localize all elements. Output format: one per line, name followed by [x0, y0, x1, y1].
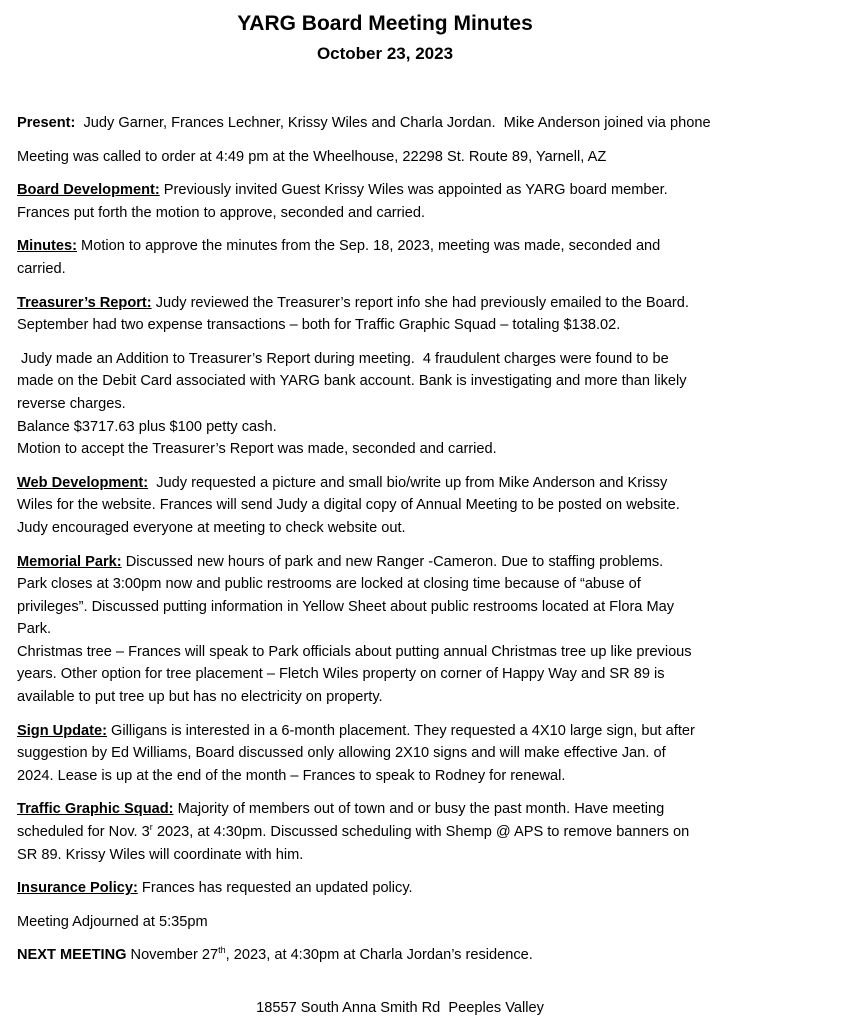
present-label: Present:	[17, 115, 76, 131]
memorial-park-paragraph	[17, 551, 847, 709]
treasurer-heading: Treasurer’s Report:	[17, 294, 152, 311]
memorial-park-line1: Discussed new hours of park and new Ranger -Cameron. Due to staffing problems.	[121, 553, 664, 570]
traffic-graphic-line3: SR 89. Krissy Wiles will coordinate with him.	[17, 846, 304, 863]
next-meeting-paragraph	[17, 944, 847, 967]
minutes-heading: Minutes:	[17, 238, 77, 255]
next-meeting-label: NEXT MEETING	[17, 947, 127, 964]
present-text: Judy Garner, Frances Lechner, Krissy Wiles and Charla Jordan. Mike Anderson joined via phone	[75, 115, 711, 131]
adjourned-paragraph: Meeting Adjourned at 5:35pm	[17, 913, 208, 930]
memorial-park-line7: available to put tree up but has no electricity on property.	[17, 689, 383, 706]
board-development-line2: Frances put forth the motion to approve, seconded and carried.	[17, 204, 426, 221]
treasurer-addition-line1: Judy made an Addition to Treasurer’s Report during meeting. 4 fraudulent charges were found to be	[17, 350, 669, 367]
memorial-park-line5: Christmas tree – Frances will speak to Park officials about putting annual Christmas tree up like previous	[17, 643, 692, 660]
sign-update-line1: Gilligans is interested in a 6-month placement. They requested a 4X10 large sign, but after	[107, 722, 695, 739]
memorial-park-line4: Park.	[17, 621, 52, 638]
web-development-paragraph	[17, 472, 847, 540]
minutes-paragraph	[17, 235, 847, 280]
minutes-line1: Motion to approve the minutes from the Sep. 18, 2023, meeting was made, seconded and	[77, 238, 661, 255]
web-development-line3: Judy encouraged everyone at meeting to check website out.	[17, 519, 406, 536]
meeting-date: October 23, 2023	[316, 44, 454, 63]
treasurer-motion: Motion to accept the Treasurer’s Report was made, seconded and carried.	[17, 441, 497, 458]
board-development-line1: Previously invited Guest Krissy Wiles was appointed as YARG board member.	[159, 182, 668, 199]
sign-update-line2: suggestion by Ed Williams, Board discussed only allowing 2X10 signs and will make effective Jan. of	[17, 745, 666, 762]
board-development-heading: Board Development:	[17, 182, 160, 199]
traffic-graphic-line2b: 2023, at 4:30pm. Discussed scheduling with Shemp @ APS to remove banners on	[152, 824, 690, 841]
traffic-graphic-sup: r	[149, 822, 153, 833]
traffic-graphic-heading: Traffic Graphic Squad:	[17, 801, 174, 818]
memorial-park-line6: years. Other option for tree placement – Fletch Wiles property on corner of Happy Way and SR 89 is	[17, 666, 665, 683]
treasurer-addition-line2: made on the Debit Card associated with YARG bank account. Bank is investigating and more than likely	[17, 373, 687, 390]
present-paragraph	[17, 112, 847, 135]
next-meeting-text-a: November 27	[126, 947, 219, 964]
next-meeting-text-b: , 2023, at 4:30pm at Charla Jordan’s residence.	[225, 947, 533, 964]
insurance-text: Frances has requested an updated policy.	[137, 880, 413, 897]
treasurer-line1: Judy reviewed the Treasurer’s report info she had previously emailed to the Board.	[151, 294, 689, 311]
insurance-paragraph	[17, 877, 847, 900]
insurance-heading: Insurance Policy:	[17, 880, 138, 897]
web-development-line1: Judy requested a picture and small bio/write up from Mike Anderson and Krissy	[148, 474, 668, 491]
sign-update-line3: 2024. Lease is up at the end of the month – Frances to speak to Rodney for renewal.	[17, 767, 566, 784]
traffic-graphic-paragraph	[17, 798, 847, 866]
sign-update-heading: Sign Update:	[17, 722, 107, 739]
treasurer-paragraph	[17, 292, 847, 337]
memorial-park-line3: privileges”. Discussed putting information in Yellow Sheet about public restrooms located at Flora May	[17, 598, 675, 615]
traffic-graphic-line2a: scheduled for Nov. 3	[17, 824, 150, 841]
web-development-line2: Wiles for the website. Frances will send Judy a digital copy of Annual Meeting to be posted on website.	[17, 497, 680, 514]
minutes-line2: carried.	[17, 260, 66, 277]
next-meeting-sup: th	[218, 945, 226, 956]
board-development-paragraph	[17, 179, 847, 224]
document-title: YARG Board Meeting Minutes	[237, 12, 533, 35]
treasurer-addition-line3: reverse charges.	[17, 395, 126, 412]
sign-update-paragraph	[17, 720, 847, 788]
meeting-address: 18557 South Anna Smith Rd Peeples Valley	[256, 1000, 544, 1016]
treasurer-addition-paragraph	[17, 348, 847, 461]
minutes-body	[17, 112, 847, 967]
treasurer-balance: Balance $3717.63 plus $100 petty cash.	[17, 418, 277, 435]
memorial-park-line2: Park closes at 3:00pm now and public restrooms are locked at closing time because of “abuse of	[17, 576, 641, 593]
web-development-heading: Web Development:	[17, 474, 149, 491]
memorial-park-heading: Memorial Park:	[17, 553, 122, 570]
call-to-order-paragraph: Meeting was called to order at 4:49 pm at the Wheelhouse, 22298 St. Route 89, Yarnell, AZ	[17, 148, 607, 165]
treasurer-line2: September had two expense transactions – both for Traffic Graphic Squad – totaling $138.02.	[17, 317, 621, 334]
traffic-graphic-line1: Majority of members out of town and or busy the past month. Have meeting	[173, 801, 665, 818]
